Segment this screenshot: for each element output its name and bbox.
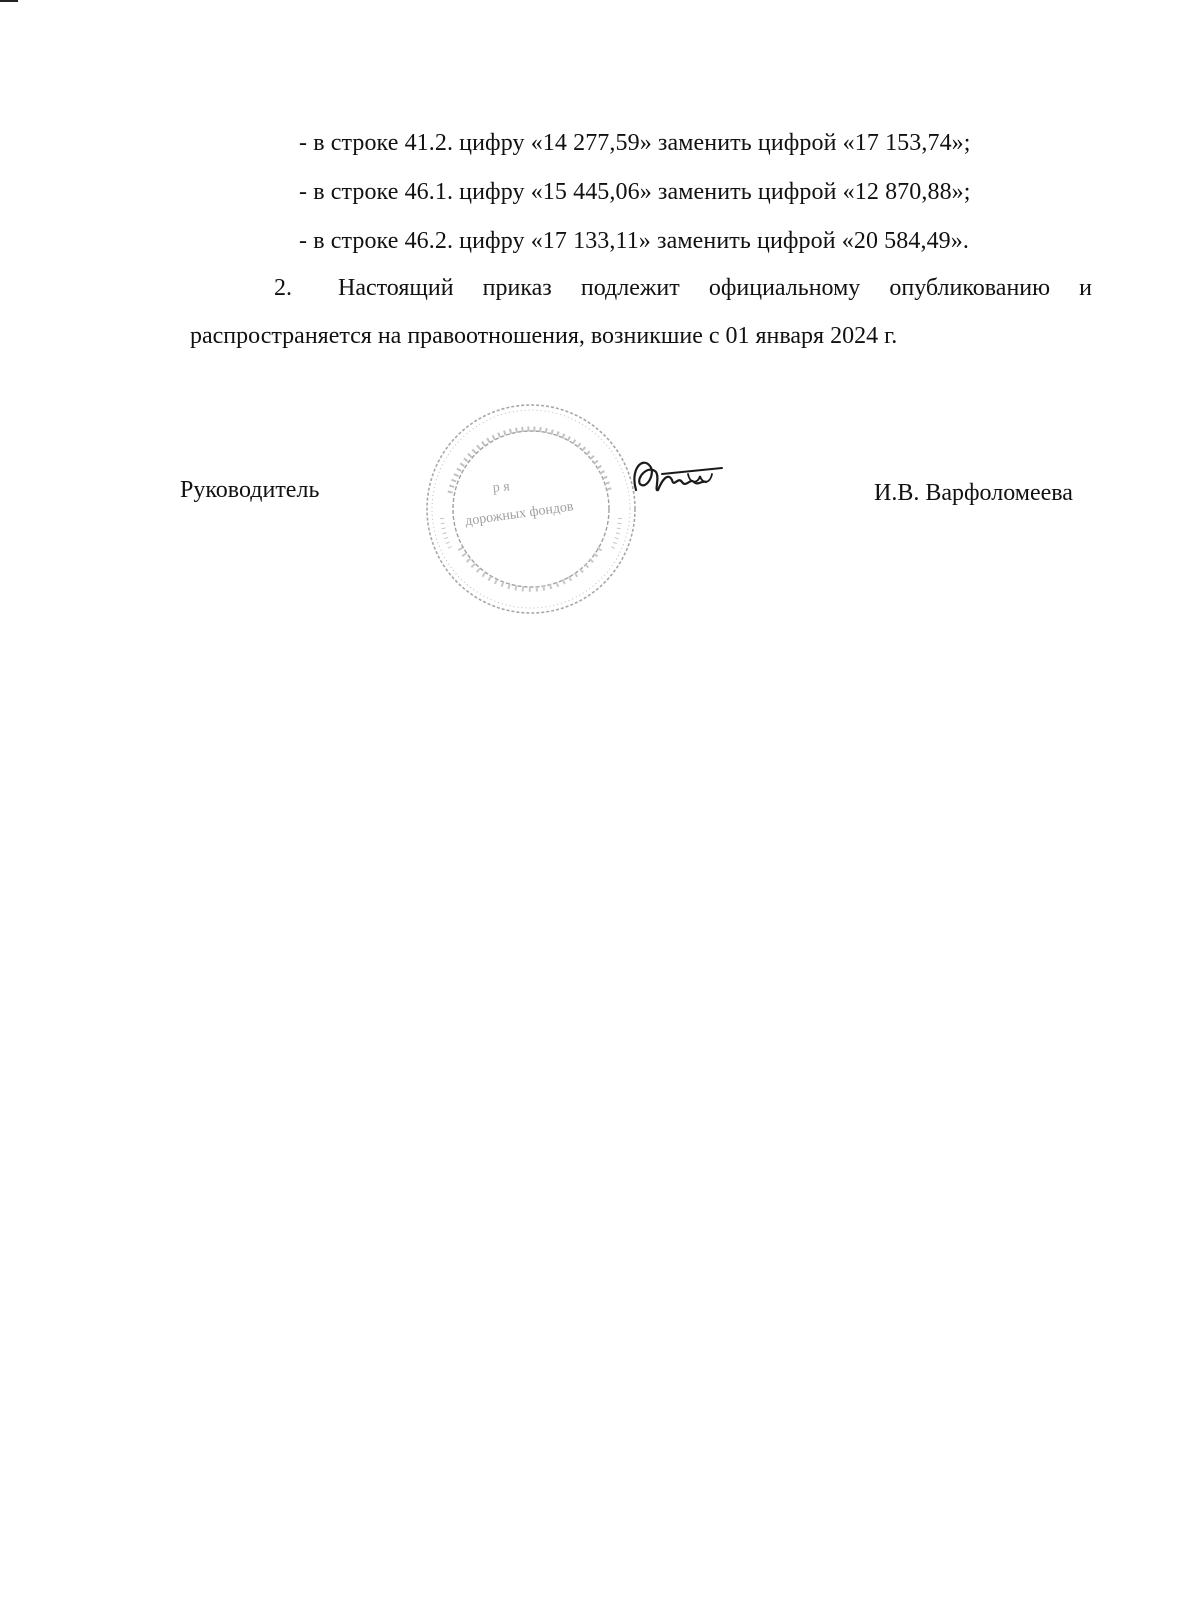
scan-edge-mark xyxy=(0,0,18,2)
amendment-item-3: - в строке 46.2. цифру «17 133,11» заменить цифрой «20 584,49». xyxy=(299,228,969,254)
amendment-item-2: - в строке 46.1. цифру «15 445,06» заменить цифрой «12 870,88»; xyxy=(299,179,971,205)
paragraph-number: 2. xyxy=(274,275,292,301)
signer-title: Руководитель xyxy=(180,477,320,503)
signer-name: И.В. Варфоломеева xyxy=(874,480,1073,506)
stamp-inner-text: дорожных фондов xyxy=(464,499,575,530)
amendment-item-1: - в строке 41.2. цифру «14 277,59» заменить цифрой «17 153,74»; xyxy=(299,130,971,156)
paragraph-first-line: Настоящий приказ подлежит официальному опубликованию и xyxy=(338,275,1092,301)
svg-text:р я: р я xyxy=(492,479,511,496)
official-stamp xyxy=(420,398,642,620)
paragraph-continuation: распространяется на правоотношения, возникшие с 01 января 2024 г. xyxy=(190,323,898,349)
handwritten-signature xyxy=(628,450,724,508)
